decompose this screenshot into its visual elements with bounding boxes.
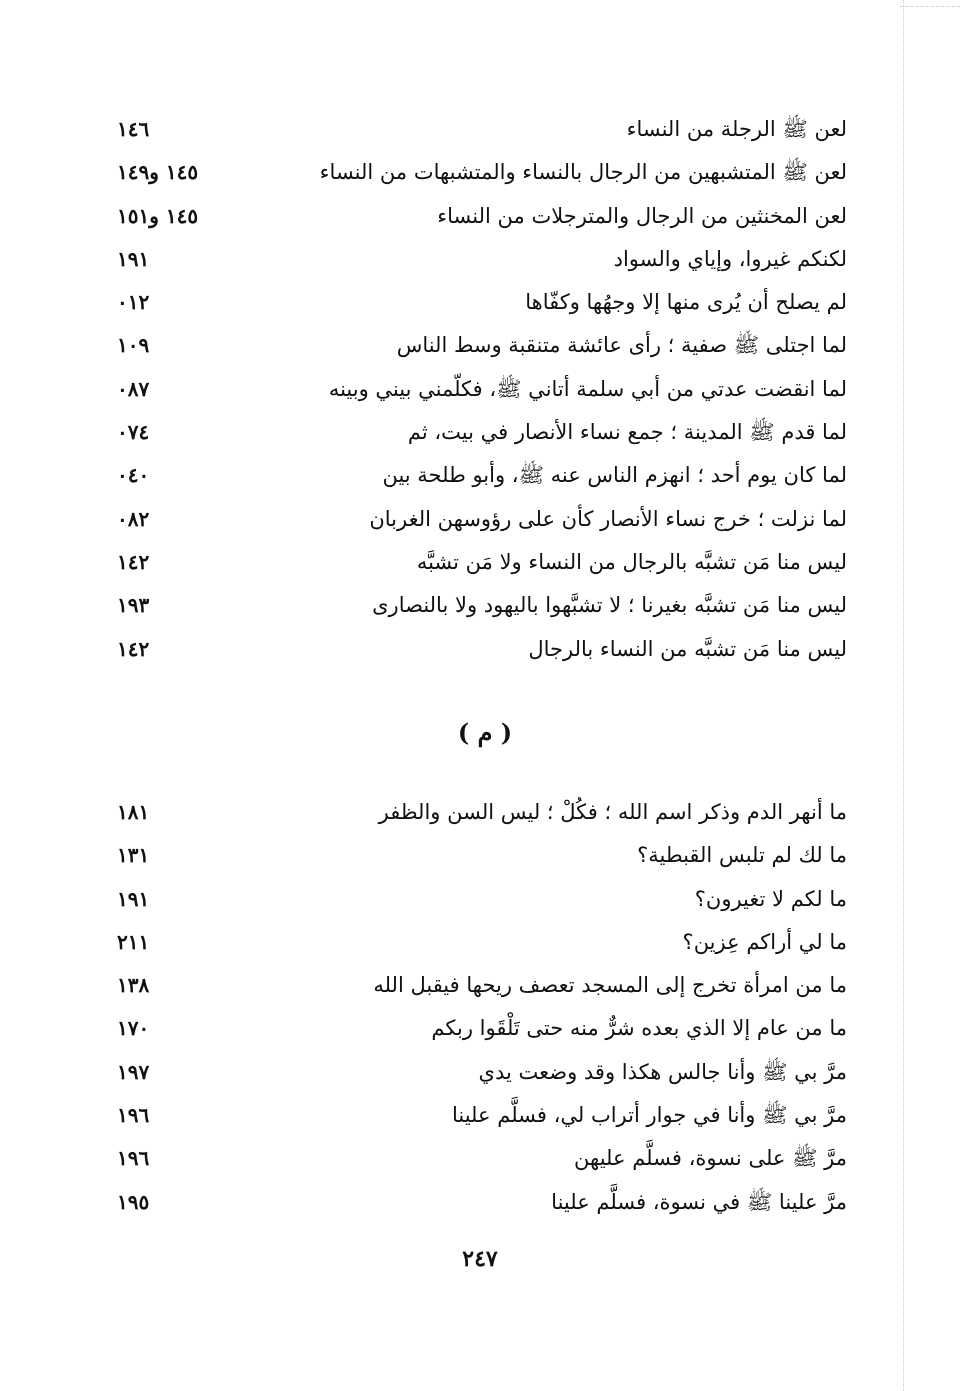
index-entry (0, 793, 968, 836)
index-entry (0, 110, 968, 153)
entry-page-number: ١٩٣ (117, 593, 150, 618)
index-entry (0, 586, 968, 629)
entry-text: ما لي أراكم عِزين؟ (682, 929, 847, 954)
entry-page-number: ١٣٨ (117, 973, 150, 998)
index-entry (0, 413, 968, 456)
entry-text: لعن ﷺ المتشبهين من الرجال بالنساء والمتشبهات من النساء (319, 160, 847, 185)
index-entry (0, 1183, 968, 1226)
entry-page-number: ١٩١ (117, 246, 150, 271)
entry-page-number: ١٤٥ و١٤٩ (117, 160, 199, 185)
entry-page-number: ٠٨٧ (117, 376, 150, 401)
entry-page-number: ١٩١ (117, 886, 150, 911)
entry-page-number: ١٨١ (117, 800, 150, 824)
index-entry (0, 153, 968, 196)
entry-page-number: ٢١١ (117, 929, 150, 954)
entry-text: ما لكم لا تغيرون؟ (694, 886, 847, 911)
entry-page-number: ١٩٥ (117, 1189, 150, 1214)
top-dashed-rule (900, 6, 960, 7)
entry-page-number: ١٤٢ (117, 549, 150, 574)
entry-page-number: ١٣١ (117, 843, 150, 868)
entry-text: لما كان يوم أحد ؛ انهزم الناس عنه ﷺ، وأبو طلحة بين (382, 463, 847, 488)
entry-text: ليس منا مَن تشبَّه بالرجال من النساء ولا مَن تشبَّه (416, 549, 847, 574)
index-list-lam (0, 110, 968, 673)
index-entry (0, 456, 968, 499)
index-entry (0, 326, 968, 369)
entry-text: مرَّ بي ﷺ وأنا جالس هكذا وقد وضعت يدي (478, 1059, 847, 1084)
index-entry (0, 283, 968, 326)
entry-text: لما نزلت ؛ خرج نساء الأنصار كأن على رؤوسهن الغربان (369, 506, 847, 531)
index-entry (0, 197, 968, 240)
entry-text: مرَّ ﷺ على نسوة، فسلَّم عليهن (574, 1146, 847, 1171)
entry-page-number: ١٩٦ (117, 1146, 150, 1171)
page-number: ٢٤٧ (462, 1246, 498, 1272)
entry-text: لم يصلح أن يُرى منها إلا وجهُها وكفّاها (525, 290, 847, 315)
entry-text: مرَّ بي ﷺ وأنا في جوار أتراب لي، فسلَّم علينا (451, 1103, 847, 1128)
entry-page-number: ٠١٢ (117, 290, 150, 315)
entry-page-number: ٠٧٤ (117, 420, 150, 445)
entry-page-number: ١٤٦ (117, 117, 150, 141)
entry-page-number: ٠٨٢ (117, 506, 150, 531)
entry-text: ما لك لم تلبس القبطية؟ (637, 843, 847, 868)
entry-page-number: ١٩٦ (117, 1103, 150, 1128)
index-entry (0, 240, 968, 283)
entry-text: ما من عام إلا الذي بعده شرٌّ منه حتى تَلْقَوا ربكم (431, 1016, 847, 1041)
index-entry (0, 836, 968, 879)
entry-text: لما اجتلى ﷺ صفية ؛ رأى عائشة متنقبة وسط الناس (396, 333, 847, 358)
entry-text: لعن ﷺ الرجلة من النساء (626, 117, 847, 141)
entry-text: لعن المخنثين من الرجال والمترجلات من النساء (437, 203, 847, 228)
entry-text: لما قدم ﷺ المدينة ؛ جمع نساء الأنصار في بيت، ثم (407, 420, 847, 445)
entry-page-number: ١٤٢ (117, 636, 150, 661)
entry-page-number: ١٤٥ و١٥١ (117, 203, 199, 228)
index-entry (0, 370, 968, 413)
entry-text: ما أنهر الدم وذكر اسم الله ؛ فكُلْ ؛ ليس السن والظفر (378, 800, 847, 824)
index-entry (0, 630, 968, 673)
entry-text: مرَّ علينا ﷺ في نسوة، فسلَّم علينا (551, 1189, 847, 1214)
index-entry (0, 923, 968, 966)
index-entry (0, 500, 968, 543)
index-entry (0, 1053, 968, 1096)
entry-text: لما انقضت عدتي من أبي سلمة أتاني ﷺ، فكلّمني بيني وبينه (328, 376, 847, 401)
index-entry (0, 880, 968, 923)
entry-text: ليس منا مَن تشبَّه بغيرنا ؛ لا تشبَّهوا باليهود ولا بالنصارى (372, 593, 847, 618)
entry-text: ليس منا مَن تشبَّه من النساء بالرجال (528, 636, 847, 661)
entry-page-number: ١٧٠ (117, 1016, 150, 1041)
index-entry (0, 1009, 968, 1052)
index-entry (0, 543, 968, 586)
section-heading-mim: ( م ) (457, 718, 513, 747)
entry-text: لكنكم غيروا، وإياي والسواد (613, 246, 847, 271)
index-list-mim (0, 793, 968, 1226)
entry-page-number: ١٩٧ (117, 1059, 150, 1084)
entry-text: ما من امرأة تخرج إلى المسجد تعصف ريحها فيقبل الله (373, 973, 847, 998)
index-entry (0, 1139, 968, 1182)
entry-page-number: ٠٤٠ (117, 463, 150, 488)
index-entry (0, 966, 968, 1009)
entry-page-number: ١٠٩ (117, 333, 150, 358)
index-entry (0, 1096, 968, 1139)
